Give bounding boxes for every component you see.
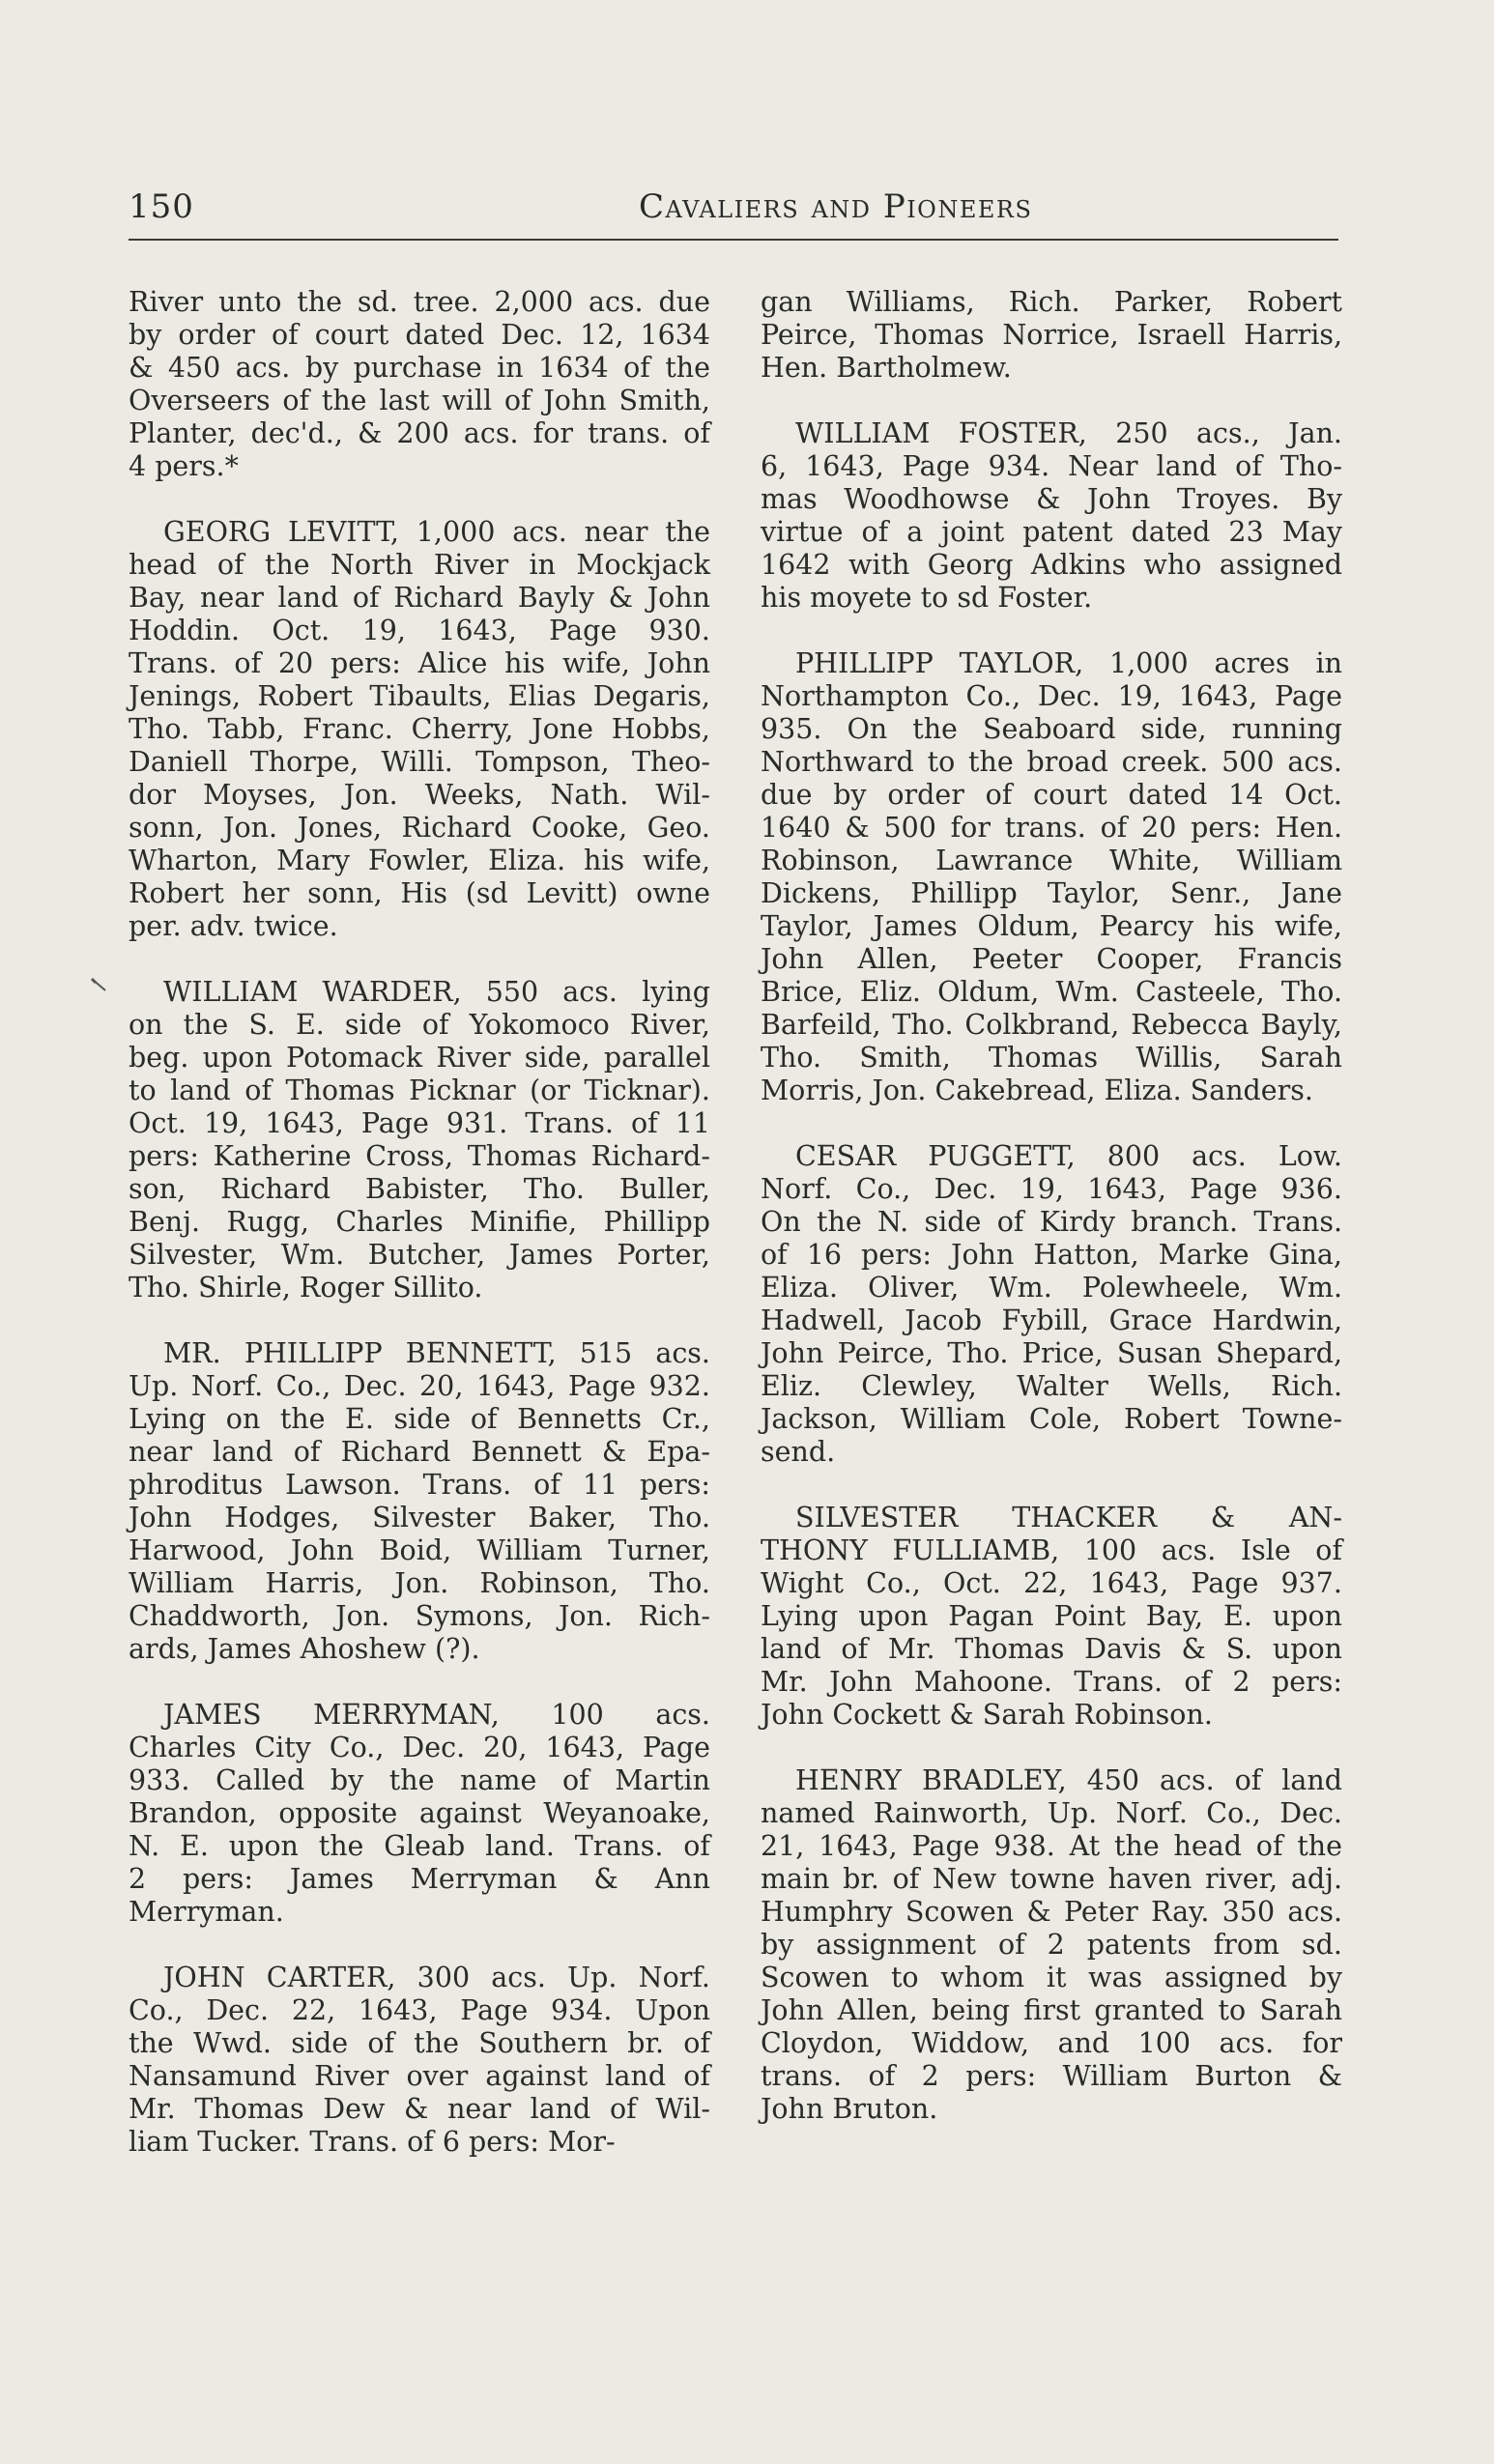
land-patent-entry	[761, 286, 1342, 385]
text-line: Eliz. Clewley, Walter Wells, Rich.	[761, 1370, 1342, 1402]
header-rule	[129, 239, 1338, 241]
text-line: mas Woodhowse & John Troyes. By	[761, 483, 1342, 515]
text-line: Lying on the E. side of Bennetts Cr.,	[129, 1403, 710, 1435]
text-line: Oct. 19, 1643, Page 931. Trans. of 11	[129, 1107, 710, 1139]
entry-gap	[761, 1732, 1342, 1764]
text-line: to land of Thomas Picknar (or Ticknar).	[129, 1074, 710, 1106]
text-line: trans. of 2 pers: William Burton &	[761, 2060, 1342, 2092]
text-line: by assignment of 2 patents from sd.	[761, 1929, 1342, 1961]
entry-gap	[129, 943, 710, 976]
text-line: GEORG LEVITT, 1,000 acs. near the	[163, 516, 710, 548]
text-line: Hen. Bartholmew.	[761, 352, 1012, 384]
text-line: dor Moyses, Jon. Weeks, Nath. Wil-	[129, 779, 710, 811]
text-line: Humphry Scowen & Peter Ray. 350 acs.	[761, 1896, 1342, 1928]
text-line: Mr. Thomas Dew & near land of Wil-	[129, 2093, 710, 2125]
text-line: his moyete to sd Foster.	[761, 582, 1093, 614]
text-line: SILVESTER THACKER & AN-	[795, 1502, 1342, 1533]
text-line: Merryman.	[129, 1896, 284, 1928]
text-line: JAMES MERRYMAN, 100 acs.	[163, 1699, 710, 1731]
text-line: Bay, near land of Richard Bayly & John	[129, 582, 710, 614]
land-patent-entry	[129, 1699, 710, 1929]
entry-gap	[761, 615, 1342, 647]
land-patent-entry	[129, 516, 710, 943]
text-line: Daniell Thorpe, Willi. Tompson, Theo-	[129, 746, 710, 778]
page-header	[129, 184, 1338, 234]
text-line: 4 pers.*	[129, 450, 239, 482]
text-line: Hoddin. Oct. 19, 1643, Page 930.	[129, 615, 710, 646]
text-line: PHILLIPP TAYLOR, 1,000 acres in	[795, 647, 1342, 679]
text-line: River unto the sd. tree. 2,000 acs. due	[129, 286, 710, 318]
text-line: beg. upon Potomack River side, parallel	[129, 1042, 710, 1074]
text-line: Peirce, Thomas Norrice, Israell Harris,	[761, 319, 1342, 351]
running-title: Cavaliers and Pioneers	[639, 187, 1033, 226]
text-line: Brandon, opposite against Weyanoake,	[129, 1797, 710, 1829]
text-line: Trans. of 20 pers: Alice his wife, John	[129, 647, 710, 679]
text-line: Overseers of the last will of John Smith,	[129, 385, 710, 416]
text-line: THONY FULLIAMB, 100 acs. Isle of	[761, 1534, 1342, 1566]
text-line: John Allen, being first granted to Sarah	[761, 1994, 1342, 2026]
text-line: Charles City Co., Dec. 20, 1643, Page	[129, 1732, 710, 1763]
text-line: On the N. side of Kirdy branch. Trans.	[761, 1206, 1342, 1238]
page-number: 150	[129, 187, 194, 226]
text-line: named Rainworth, Up. Norf. Co., Dec.	[761, 1797, 1342, 1829]
text-line: N. E. upon the Gleab land. Trans. of	[129, 1830, 710, 1862]
text-line: Norf. Co., Dec. 19, 1643, Page 936.	[761, 1173, 1342, 1205]
text-line: the Wwd. side of the Southern br. of	[129, 2027, 710, 2059]
text-line: Barfeild, Tho. Colkbrand, Rebecca Bayly,	[761, 1009, 1342, 1041]
text-line: Jenings, Robert Tibaults, Elias Degaris,	[129, 680, 710, 712]
text-line: ards, James Ahoshew (?).	[129, 1633, 480, 1665]
text-line: Cloydon, Widdow, and 100 acs. for	[761, 2027, 1342, 2059]
text-line: WILLIAM FOSTER, 250 acs., Jan.	[795, 417, 1342, 449]
text-line: land of Mr. Thomas Davis & S. upon	[761, 1633, 1342, 1665]
text-line: per. adv. twice.	[129, 910, 338, 942]
text-line: Chaddworth, Jon. Symons, Jon. Rich-	[129, 1600, 710, 1632]
text-line: near land of Richard Bennett & Epa-	[129, 1436, 710, 1468]
entry-gap	[761, 1469, 1342, 1502]
text-line: John Bruton.	[761, 2093, 938, 2125]
text-line: William Harris, Jon. Robinson, Tho.	[129, 1567, 710, 1599]
entry-gap	[129, 483, 710, 516]
text-line: due by order of court dated 14 Oct.	[761, 779, 1342, 811]
margin-pencil-mark	[89, 976, 108, 995]
text-line: Northampton Co., Dec. 19, 1643, Page	[761, 680, 1342, 712]
text-line: Dickens, Phillipp Taylor, Senr., Jane	[761, 877, 1342, 909]
text-line: Planter, dec'd., & 200 acs. for trans. of	[129, 417, 710, 449]
text-line: of 16 pers: John Hatton, Marke Gina,	[761, 1239, 1342, 1271]
text-line: Mr. John Mahoone. Trans. of 2 pers:	[761, 1666, 1342, 1698]
land-patent-entry	[761, 1502, 1342, 1732]
right-column	[761, 286, 1342, 2126]
text-line: main br. of New towne haven river, adj.	[761, 1863, 1342, 1895]
text-line: Up. Norf. Co., Dec. 20, 1643, Page 932.	[129, 1370, 710, 1402]
text-line: son, Richard Babister, Tho. Buller,	[129, 1173, 710, 1205]
entry-gap	[761, 1107, 1342, 1140]
text-line: sonn, Jon. Jones, Richard Cooke, Geo.	[129, 812, 710, 844]
text-line: 1640 & 500 for trans. of 20 pers: Hen.	[761, 812, 1342, 844]
text-line: Tho. Smith, Thomas Willis, Sarah	[761, 1042, 1342, 1074]
text-line: on the S. E. side of Yokomoco River,	[129, 1009, 710, 1041]
text-line: liam Tucker. Trans. of 6 pers: Mor-	[129, 2126, 616, 2158]
text-line: WILLIAM WARDER, 550 acs. lying	[163, 976, 710, 1008]
land-patent-entry	[761, 417, 1342, 615]
text-line: MR. PHILLIPP BENNETT, 515 acs.	[163, 1337, 710, 1369]
land-patent-entry	[129, 976, 710, 1304]
text-line: phroditus Lawson. Trans. of 11 pers:	[129, 1469, 710, 1501]
text-line: Scowen to whom it was assigned by	[761, 1962, 1342, 1993]
text-line: Brice, Eliz. Oldum, Wm. Casteele, Tho.	[761, 976, 1342, 1008]
text-line: virtue of a joint patent dated 23 May	[761, 516, 1342, 548]
entry-gap	[761, 385, 1342, 417]
text-line: JOHN CARTER, 300 acs. Up. Norf.	[163, 1962, 710, 1993]
text-line: Taylor, James Oldum, Pearcy his wife,	[761, 910, 1342, 942]
text-line: Robert her sonn, His (sd Levitt) owne	[129, 877, 710, 909]
text-line: John Peirce, Tho. Price, Susan Shepard,	[761, 1337, 1342, 1369]
land-patent-entry	[761, 647, 1342, 1107]
text-line: Eliza. Oliver, Wm. Polewheele, Wm.	[761, 1272, 1342, 1304]
text-line: Wight Co., Oct. 22, 1643, Page 937.	[761, 1567, 1342, 1599]
entry-gap	[129, 1929, 710, 1962]
text-line: Tho. Shirle, Roger Sillito.	[129, 1272, 483, 1304]
text-line: Benj. Rugg, Charles Minifie, Phillipp	[129, 1206, 710, 1238]
text-line: Jackson, William Cole, Robert Towne-	[761, 1403, 1342, 1435]
text-line: John Hodges, Silvester Baker, Tho.	[129, 1502, 710, 1533]
text-line: 2 pers: James Merryman & Ann	[129, 1863, 710, 1895]
text-line: Lying upon Pagan Point Bay, E. upon	[761, 1600, 1342, 1632]
text-line: Wharton, Mary Fowler, Eliza. his wife,	[129, 845, 710, 876]
text-line: John Cockett & Sarah Robinson.	[761, 1699, 1213, 1731]
text-line: Nansamund River over against land of	[129, 2060, 710, 2092]
text-line: send.	[761, 1436, 836, 1468]
entry-gap	[129, 1666, 710, 1699]
text-line: gan Williams, Rich. Parker, Robert	[761, 286, 1342, 318]
text-line: Tho. Tabb, Franc. Cherry, Jone Hobbs,	[129, 713, 710, 745]
text-line: CESAR PUGGETT, 800 acs. Low.	[795, 1140, 1342, 1172]
text-line: 933. Called by the name of Martin	[129, 1764, 710, 1796]
text-line: head of the North River in Mockjack	[129, 549, 710, 581]
text-line: John Allen, Peeter Cooper, Francis	[761, 943, 1342, 975]
text-line: 21, 1643, Page 938. At the head of the	[761, 1830, 1342, 1862]
text-line: 6, 1643, Page 934. Near land of Tho-	[761, 450, 1342, 482]
text-line: by order of court dated Dec. 12, 1634	[129, 319, 710, 351]
text-line: Harwood, John Boid, William Turner,	[129, 1534, 710, 1566]
entry-gap	[129, 1304, 710, 1337]
text-line: Silvester, Wm. Butcher, James Porter,	[129, 1239, 710, 1271]
land-patent-entry	[129, 286, 710, 483]
land-patent-entry	[129, 1962, 710, 2159]
text-line: Co., Dec. 22, 1643, Page 934. Upon	[129, 1994, 710, 2026]
text-line: pers: Katherine Cross, Thomas Richard-	[129, 1140, 710, 1172]
text-line: Hadwell, Jacob Fybill, Grace Hardwin,	[761, 1304, 1342, 1336]
text-line: 935. On the Seaboard side, running	[761, 713, 1342, 745]
text-line: HENRY BRADLEY, 450 acs. of land	[795, 1764, 1342, 1796]
text-line: Morris, Jon. Cakebread, Eliza. Sanders.	[761, 1074, 1313, 1106]
left-column	[129, 286, 710, 2159]
text-line: Robinson, Lawrance White, William	[761, 845, 1342, 876]
land-patent-entry	[129, 1337, 710, 1666]
land-patent-entry	[761, 1140, 1342, 1469]
text-line: 1642 with Georg Adkins who assigned	[761, 549, 1342, 581]
land-patent-entry	[761, 1764, 1342, 2126]
text-line: Northward to the broad creek. 500 acs.	[761, 746, 1342, 778]
text-line: & 450 acs. by purchase in 1634 of the	[129, 352, 710, 384]
